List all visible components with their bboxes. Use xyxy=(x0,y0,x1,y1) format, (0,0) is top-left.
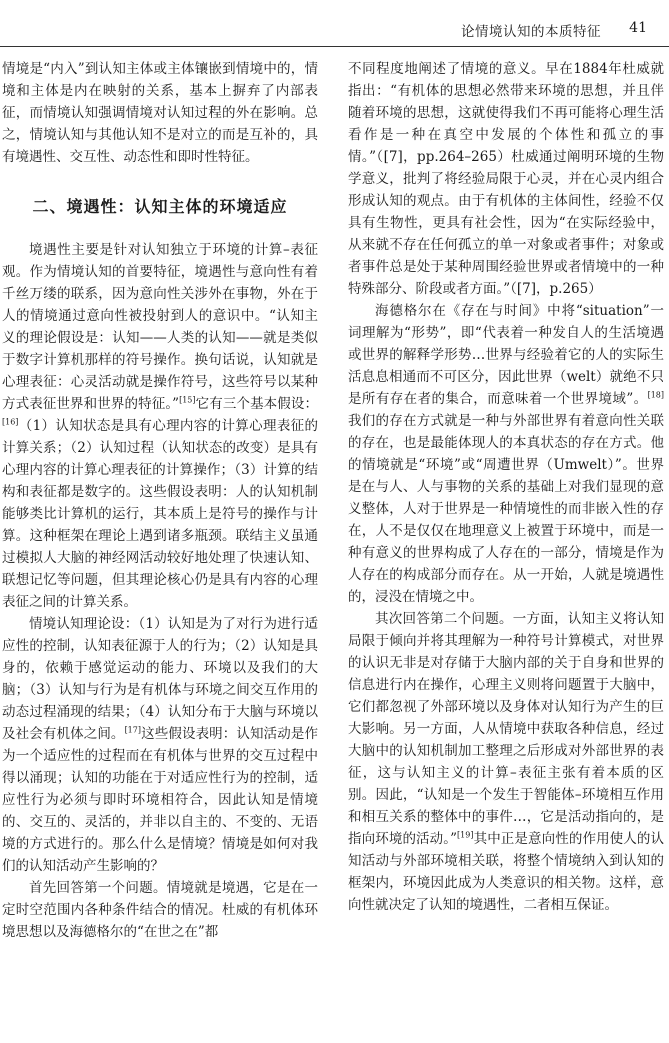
running-title: 论情境认知的本质特征 xyxy=(461,24,601,40)
paragraph-text: 这些假设表明：认知活动是作为一个适应性的过程而在有机体与世界的交互过程中得以涌现；认知的功能在于对适应性行为的控制，适应性行为必须与即时环境相符合，因此认知是情境的、交互的、灵活的，并非以自主的、不变的、无语境的方式进行的。那么什么是情境？情境是如何对我们的认知活动产生影响的？ xyxy=(2,726,319,874)
paragraph-text: 其次回答第二个问题。一方面，认知主义将认知局限于倾向并将其理解为一种符号计算模式，对世界的认识无非是对存储于大脑内部的关于自身和世界的信息进行内在操作，心理主义则将问题置于大脑中，它们都忽视了外部环境以及身体对认知行为产生的巨大影响。另一方面，人从情境中获取各种信息，经过大脑中的认知机制加工整理之后形成对外部世界的表征，这与认知主义的计算–表征主张有着本质的区别。因此，“认知是一个发生于智能体–环境相互作用和相互关系的整体中的事件…，它是活动指向的，是指向环境的活动。” xyxy=(348,611,664,847)
citation-ref: [19] xyxy=(457,830,474,840)
paragraph-dewey: 不同程度地阐述了情境的意义。早在1884年杜威就指出：“有机体的思想必然带来环境的思想，并且伴随着环境的思想，这就使得我们不再可能将心理生活看作是一种在真空中发展的个体性和孤立的事情。”（[7]，pp.264–265）杜威通过阐明环境的生物学意义，批判了将经验局限于心灵，并在心灵内组合形成认知的观点。由于有机体的主体间性，经验不仅具有生物性，更具有社会性，因为“在实际经验中，从来就不存在任何孤立的单一对象或者事件；对象或者事件总是处于某种周围经验世界或者情境中的一种特殊部分、阶段或者方面。”（[7]，p.265） xyxy=(348,61,664,297)
left-column xyxy=(2,58,318,943)
paragraph-first-question: 首先回答第一个问题。情境就是境遇，它是在一定时空范围内各种条件结合的情况。杜威的有机体环境思想以及海德格尔的“在世之在”都 xyxy=(2,880,318,940)
paragraph-situated-theory xyxy=(2,613,318,877)
paragraph-text: 其中正是意向性的作用使人的认知活动与外部环境相关联，将整个情境纳入到认知的框架内，环境因此成为人类意识的相关物。这样，意向性就决定了认知的境遇性，二者相互保证。 xyxy=(348,831,665,913)
citation-ref: [17] xyxy=(124,725,141,735)
paragraph-text: （1）认知状态是具有心理内容的计算心理表征的计算关系；（2）认知过程（认知状态的改变）是具有心理内容的计算心理表征的计算操作；（3）计算的结构和表征都是数字的。这些假设表明：人的认知机制能够类比计算机的运行，其本质上是符号的操作与计算。这种框架在理论上遇到诸多瓶颈。联结主义虽通过模拟人大脑的神经网活动较好地处理了快速认知、联想记忆等问题，但其理论核心仍是具有内容的心理表征之间的计算关系。 xyxy=(2,418,318,610)
page-number: 41 xyxy=(629,20,647,36)
paragraph-heidegger xyxy=(348,300,664,608)
section-heading: 二、境遇性：认知主体的环境适应 xyxy=(32,197,288,216)
paragraph-text: 境遇性主要是针对认知独立于环境的计算–表征观。作为情境认知的首要特征，境遇性与意向性有着千丝万缕的联系，因为意向性关涉外在事物，外在于人的情境通过意向性被投射到人的意识中。“认知主义的理论假设是：认知——人类的认知——就是类似于数字计算机那样的符号操作。换句话说，认知就是心理表征：心灵活动就是操作符号，这些符号以某种方式表征世界和世界的特征。” xyxy=(2,242,318,412)
paragraph-text: 情境认知理论设：（1）认知是为了对行为进行适应性的控制，认知表征源于人的行为；（2）认知是具身的，依赖于感觉运动的能力、环境以及我们的大脑；（3）认知与行为是有机体与环境之间交互作用的动态过程涌现的结果；（4）认知分布于大脑与环境以及社会有机体之间。 xyxy=(2,616,318,742)
paragraph-text: 它有三个基本假设： xyxy=(195,396,319,412)
paragraph-situatedness xyxy=(2,239,318,613)
citation-ref: [18] xyxy=(647,390,664,400)
right-column xyxy=(348,58,664,916)
paragraph-continued: 情境是“内入”到认知主体或主体镶嵌到情境中的，情境和主体是内在映射的关系，基本上摒弃了内部表征，而情境认知强调情境对认知过程的外在影响。总之，情境认知与其他认知不是对立的而是互补的，具有境遇性、交互性、动态性和即时性特征。 xyxy=(2,61,318,165)
paragraph-text: 我们的存在方式就是一种与外部世界有着意向性关联的存在，也是最能体现人的本真状态的存在方式。他的情境就是“环境”或“周遭世界（Umwelt）”。世界是在与人、人与事物的关系的基础上对我们显现的意义整体，人对于世界是一种情境性的而非嵌入性的存在，人不是仅仅在地理意义上被置于环境中，而是一种有意义的世界构成了人存在的一部分，情境是作为人存在的构成部分而存在。从一开始，人就是境遇性的，浸没在情境之中。 xyxy=(348,413,664,605)
citation-ref: [16] xyxy=(2,417,19,427)
paragraph-second-question xyxy=(348,608,664,916)
header-rule xyxy=(0,46,669,47)
paragraph-text: 海德格尔在《存在与时间》中将“situation”一词理解为“形势”，即“代表着一种发自人的生活境遇或世界的解释学形势…世界与经验着它的人的实际生活息息相通而不可区分，因此世界（welt）就绝不只是所有存在者的集合，而意味着一个世界境域”。 xyxy=(348,303,664,407)
running-header xyxy=(0,0,669,46)
citation-ref: [15] xyxy=(179,395,196,405)
